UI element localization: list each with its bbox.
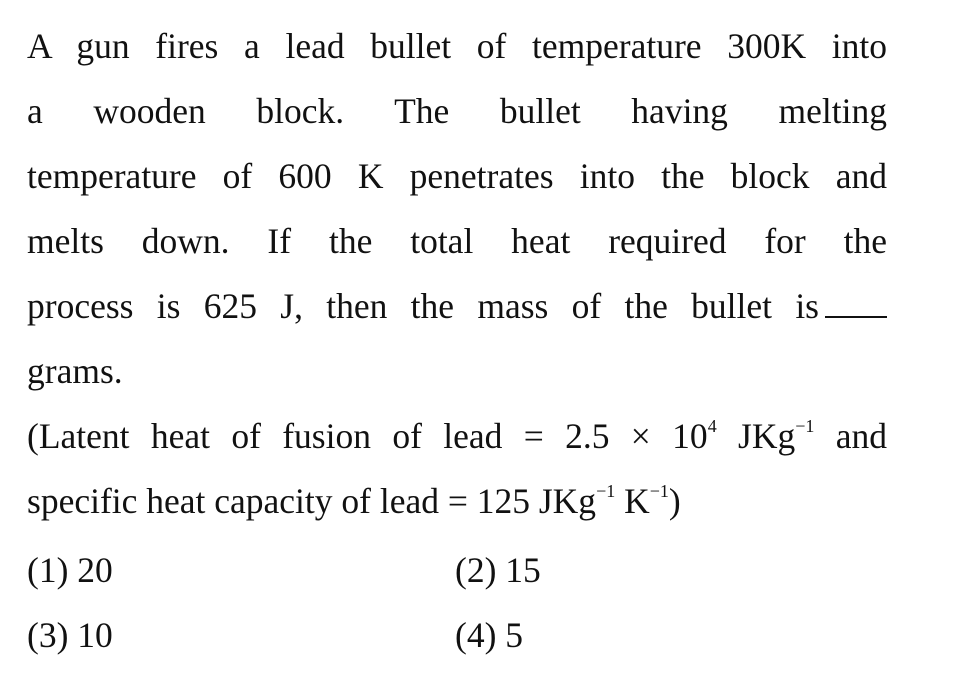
options-row	[27, 603, 887, 668]
question-line: a wooden block. The bullet having melting	[27, 91, 887, 131]
given-text: and	[814, 416, 888, 456]
question-line: melts down. If the total heat required for the	[27, 221, 887, 261]
given-text: (Latent heat of fusion of lead = 2.5 × 10	[27, 416, 708, 456]
exponent: 4	[707, 416, 717, 436]
given-unit: JKg	[716, 416, 796, 456]
option-2[interactable]: (2) 15	[455, 550, 541, 590]
question-text	[27, 14, 887, 534]
given-text: )	[668, 481, 681, 521]
exponent: −1	[649, 481, 669, 501]
question-line: grams.	[27, 351, 123, 391]
option-4[interactable]: (4) 5	[455, 615, 524, 655]
exponent: −1	[596, 481, 616, 501]
question-line-text: process is 625 J, then the mass of the bullet is	[27, 286, 819, 326]
question-line: A gun fires a lead bullet of temperature 300K into	[27, 26, 887, 66]
given-text: specific heat capacity of lead = 125 JKg	[27, 481, 597, 521]
answer-blank	[825, 290, 887, 318]
given-data-line-1	[27, 404, 887, 469]
option-1[interactable]: (1) 20	[27, 550, 113, 590]
exponent: −1	[795, 416, 815, 436]
option-3[interactable]: (3) 10	[27, 615, 113, 655]
options-row	[27, 538, 887, 603]
question-line-with-blank	[27, 274, 887, 339]
answer-options	[27, 538, 887, 668]
given-data-line-2	[27, 469, 887, 534]
given-unit: K	[615, 481, 650, 521]
question-line: temperature of 600 K penetrates into the block and	[27, 156, 887, 196]
